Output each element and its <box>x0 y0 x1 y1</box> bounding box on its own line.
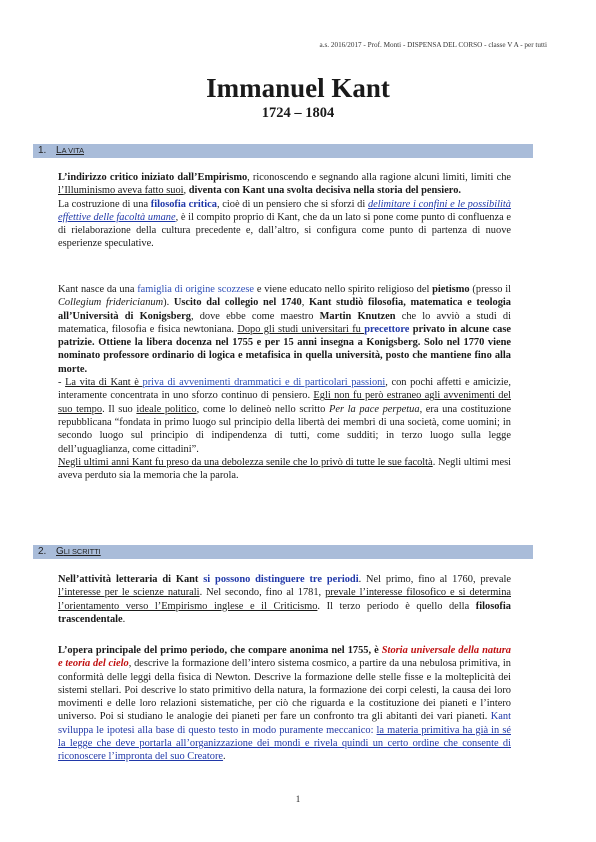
paragraph <box>58 283 511 376</box>
text-run: prevale l’interesse filosofico e si determina l’orientamento verso l’Empirismo inglese e il Criticismo <box>58 587 511 612</box>
paragraph <box>58 644 511 764</box>
section-scritti-first-work <box>58 644 511 764</box>
text-run: filosofia critica <box>150 198 217 210</box>
paragraph <box>58 198 511 251</box>
text-run: Egli non fu però estraneo agli avvenimenti del suo tempo <box>58 390 511 415</box>
text-run: - <box>58 377 66 389</box>
text-run: , riconoscendo e segnando alla ragione alcuni limiti, limiti che <box>247 172 511 183</box>
text-run: famiglia di origine scozzese <box>137 284 255 295</box>
section-scritti-periods <box>58 573 511 626</box>
text-run: , come lo delineò nello scritto <box>196 403 329 415</box>
running-header: a.s. 2016/2017 - Prof. Monti - DISPENSA DEL CORSO - classe V A - per tutti <box>319 41 547 49</box>
text-run: e viene educato nello spirito religioso del <box>254 284 433 295</box>
document-title: Immanuel Kant <box>206 73 390 103</box>
text-run: l’Illuminismo aveva fatto suoi <box>58 185 184 197</box>
section-title <box>56 144 84 158</box>
text-run: Kant sviluppa le ipotesi alla base di questo testo in modo puramente meccanico: <box>58 711 511 736</box>
page-number: 1 <box>295 794 301 804</box>
paragraph <box>58 573 511 626</box>
text-run: si possono distinguere tre periodi <box>203 574 359 585</box>
text-run: , con pochi affetti e amicizie, interamente concentrata in uno sforzo continuo di pensiero. <box>58 377 511 402</box>
text-run: . Negli ultimi mesi aveva perduto sia la memoria che la parola. <box>58 456 511 482</box>
section-heading-scritti <box>33 545 533 559</box>
paragraph <box>58 376 511 456</box>
text-run: La vita di Kant è <box>65 377 143 389</box>
section-vita-body <box>58 171 511 251</box>
text-run: filosofia trascendentale <box>58 600 511 625</box>
document-subtitle-years: 1724 – 1804 <box>261 105 335 121</box>
text-run: La costruzione di una <box>58 198 151 210</box>
text-run: la materia primitiva ha già in sé la legge che deve portarla all’organizzazione dei mondi e rivela quindi un certo ordine che consente di riconoscere l’impronta del suo Creatore <box>58 724 511 763</box>
section-vita-biography <box>58 283 511 482</box>
text-run: Kant nasce da una <box>58 284 138 295</box>
text-run: . <box>223 751 226 763</box>
section-title-initial: G <box>56 546 64 557</box>
section-number: 1. <box>38 145 47 156</box>
text-run: ideale politico <box>136 403 197 415</box>
section-title-rest: LI SCRITTI <box>63 547 101 556</box>
text-run: , è il compito proprio di Kant, che da un lato si pone come punto di confluenza e di rielaborazione della cultura precedente e, dall’altro, si configura come punto di partenza di nuove esperienze speculative. <box>58 211 511 250</box>
text-run: (presso il <box>469 284 511 295</box>
text-run: Per la pace perpetua <box>328 403 420 415</box>
text-run: L’indirizzo critico iniziato dall’Empirismo <box>58 172 248 183</box>
text-run: delimitare i confini e le possibilità effettive delle facoltà umane <box>58 198 511 223</box>
text-run: . Nel primo, fino al 1760, prevale <box>358 574 511 585</box>
section-heading-vita <box>33 144 533 158</box>
text-run: , dove ebbe come maestro <box>190 310 320 322</box>
text-run: . Il suo <box>102 403 137 415</box>
text-run: priva di avvenimenti drammatici e di particolari passioni <box>142 377 386 389</box>
text-run: Nell’attività letteraria di Kant <box>58 574 204 585</box>
text-run: , descrive la formazione dell’intero sistema cosmico, a partire da una nebulosa primitiva, in conformità delle leggi della fisica di Newton. Descrive la formazione delle stelle fisse e la molteplicità dei sistemi stellari. Poi descrive lo stato primitivo della natura, la formazione dei corpi celesti, la causa dei loro movimenti e delle loro relazioni sistematiche, per ciò che riguarda e la costituzione dei pianeti e l’intero universo. Poi si studiano le analogie dei pianeti per fare un confronto tra gli abitanti dei vari pianeti. <box>58 658 511 723</box>
text-run: Martin Knutzen <box>319 310 396 322</box>
text-run: ). <box>163 297 174 309</box>
text-run: pietismo <box>432 284 470 295</box>
text-run: . Il terzo periodo è quello della <box>317 600 476 612</box>
text-run: diventa con Kant una svolta decisiva nella storia del pensiero. <box>188 185 462 197</box>
section-title-rest: A VITA <box>61 146 85 155</box>
text-run: . Nel secondo, fino al 1781, <box>199 587 326 599</box>
text-run: Kant studiò filosofia, matematica e teologia all’Università di Konigsberg <box>58 297 512 322</box>
text-run: . <box>122 613 126 625</box>
section-title-initial: L <box>56 145 62 156</box>
section-number: 2. <box>38 546 47 557</box>
text-run: , <box>183 185 189 197</box>
text-run: , era una costituzione repubblicana “fondata in primo luogo sul principio della libertà dei membri di una società, come uomini; in secondo luogo sul principio di indipendenza di tutti, come sudditi; in terzo luogo sulla legge dell’uguaglianza, come cittadini”. <box>58 403 511 455</box>
text-run: L’opera principale del primo periodo, che compare anonima nel 1755, è <box>58 645 382 656</box>
text-run: , cioè di un pensiero che si sforzi di <box>216 198 368 210</box>
text-run: privato in alcune case patrizie. Ottiene la libera docenza nel 1755 e per 15 anni insegna a Konigsberg. Solo nel 1770 viene nominato professore ordinario di logica e metafisica in quella università, posto che mantiene fino alla morte. <box>58 323 511 375</box>
paragraph <box>58 456 511 483</box>
text-run: Uscito dal collegio nel 1740 <box>173 297 302 309</box>
section-title <box>56 545 101 559</box>
text-run: Dopo gli studi universitari fu <box>237 323 365 335</box>
text-run: Collegium fridericianum <box>58 297 164 309</box>
text-run: , <box>301 297 309 309</box>
text-run: precettore <box>364 323 410 335</box>
paragraph <box>58 171 511 198</box>
text-run: Negli ultimi anni Kant fu preso da una debolezza senile che lo privò di tutte le sue facoltà <box>58 456 433 468</box>
text-run: Storia universale della natura e teoria del cielo <box>58 645 511 670</box>
text-run: che lo avviò a studi di matematica, filosofia e fisica newtoniana. <box>58 310 511 335</box>
text-run: l’interesse per le scienze naturali <box>58 587 200 599</box>
